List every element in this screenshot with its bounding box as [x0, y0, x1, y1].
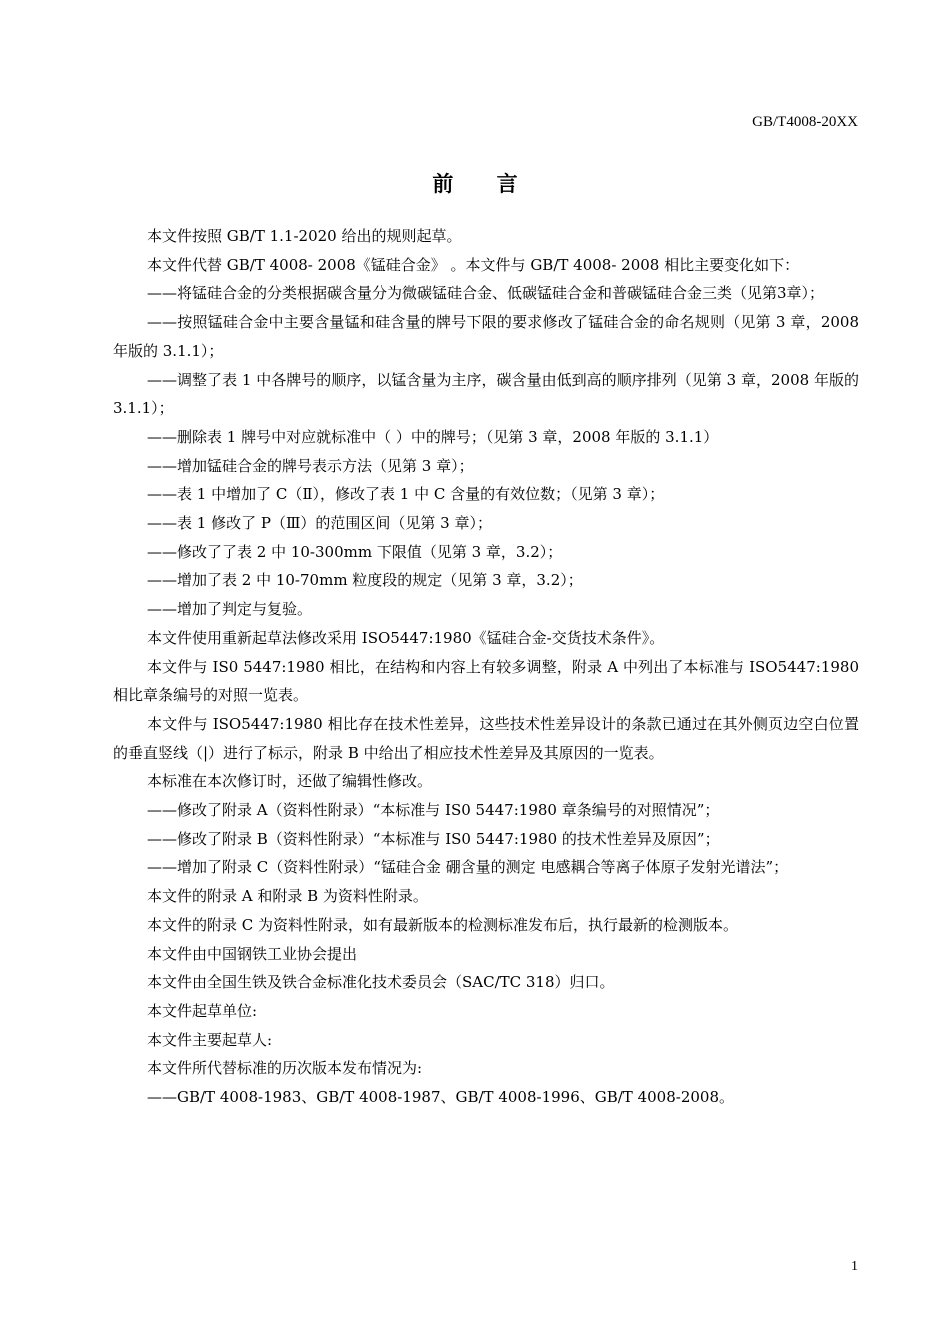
paragraph: ——增加锰硅合金的牌号表示方法（见第 3 章）； [147, 456, 474, 475]
paragraph: 本文件由中国钢铁工业协会提出 [147, 944, 358, 963]
paragraph: ——调整了表 1 中各牌号的顺序，以锰含量为主序，碳含量由低到高的顺序排列（见第 3 章，2008 年版的 3.1.1）； [113, 370, 859, 418]
paragraph: ——表 1 中增加了 C（Ⅱ），修改了表 1 中 C 含量的有效位数；（见第 3 章）； [147, 485, 665, 504]
paragraph: ——修改了附录 B（资料性附录）“本标准与 IS0 5447:1980 的技术性差异及原因”； [147, 829, 720, 848]
paragraph: 本文件与 ISO5447:1980 相比存在技术性差异，这些技术性差异设计的条款已通过在其外侧页边空白位置的垂直竖线（|）进行了标示，附录 B 中给出了相应技术性差异及其原因的一览表。 [113, 714, 859, 762]
paragraph: 本文件与 IS0 5447:1980 相比，在结构和内容上有较多调整，附录 A 中列出了本标准与 ISO5447:1980 相比章条编号的对照一览表。 [113, 657, 859, 705]
paragraph: ——修改了附录 A（资料性附录）“本标准与 IS0 5447:1980 章条编号的对照情况”； [147, 801, 720, 820]
paragraph: ——GB/T 4008-1983、GB/T 4008-1987、GB/T 4008-1996、GB/T 4008-2008。 [147, 1088, 734, 1107]
paragraph: 本文件所代替标准的历次版本发布情况为: [147, 1059, 423, 1078]
paragraph: ——增加了附录 C（资料性附录）“锰硅合金 硼含量的测定 电感耦合等离子体原子发射光谱法”； [147, 858, 789, 877]
paragraph: 本文件起草单位: [147, 1001, 258, 1020]
paragraph: 本文件代替 GB/T 4008- 2008《锰硅合金》 。本文件与 GB/T 4008- 2008 相比主要变化如下： [147, 255, 800, 274]
paragraph: 本文件的附录 C 为资料性附录，如有最新版本的检测标准发布后，执行最新的检测版本。 [147, 915, 739, 934]
paragraph: ——增加了表 2 中 10-70mm 粒度段的规定（见第 3 章，3.2）； [147, 571, 583, 590]
paragraph: ——表 1 修改了 P（Ⅲ）的范围区间（见第 3 章）； [147, 514, 492, 533]
paragraph: 本文件的附录 A 和附录 B 为资料性附录。 [147, 887, 428, 906]
page-title: 前 言 [432, 171, 536, 197]
foreword-body [113, 222, 859, 1112]
paragraph: 本文件由全国生铁及铁合金标准化技术委员会（SAC/TC 318）归口。 [147, 973, 615, 992]
paragraph: ——删除表 1 牌号中对应就标准中（ ）中的牌号；（见第 3 章，2008 年版的 3.1.1） [147, 427, 719, 446]
document-code: GB/T4008-20XX [752, 114, 858, 130]
paragraph: ——将锰硅合金的分类根据碳含量分为微碳锰硅合金、低碳锰硅合金和普碳锰硅合金三类（见第3章）； [147, 284, 825, 303]
paragraph: 本文件主要起草人: [147, 1030, 273, 1049]
paragraph: ——增加了判定与复验。 [147, 600, 313, 619]
paragraph: ——修改了了表 2 中 10-300mm 下限值（见第 3 章，3.2）； [147, 542, 563, 561]
paragraph: 本文件使用重新起草法修改采用 ISO5447:1980《锰硅合金-交货技术条件》。 [147, 628, 665, 647]
paragraph: 本标准在本次修订时，还做了编辑性修改。 [147, 772, 433, 791]
paragraph: ——按照锰硅合金中主要含量锰和硅含量的牌号下限的要求修改了锰硅合金的命名规则（见第 3 章，2008 年版的 3.1.1）； [113, 313, 859, 360]
paragraph: 本文件按照 GB/T 1.1-2020 给出的规则起草。 [147, 227, 462, 245]
page-number: 1 [851, 1259, 858, 1274]
